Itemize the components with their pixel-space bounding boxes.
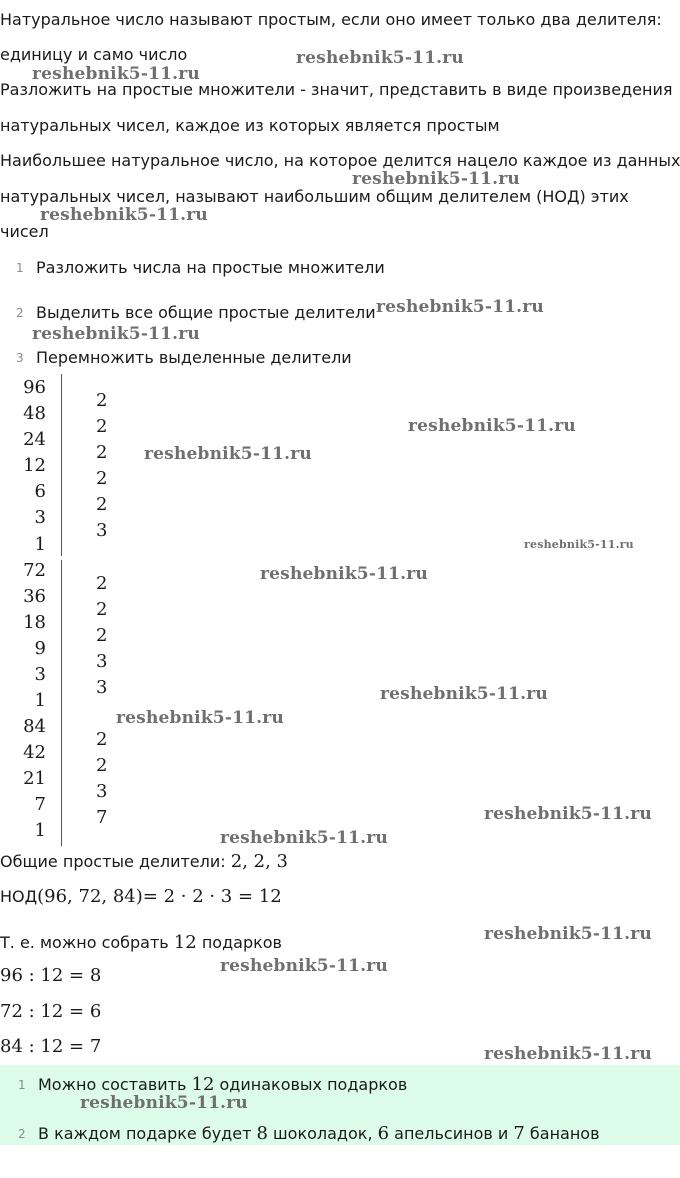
factor-dividend: 36 [23, 586, 46, 607]
division-bananas: 84 : 12 = 7 [0, 1036, 102, 1057]
factor-prime: 2 [96, 416, 108, 437]
factor-prime: 3 [96, 677, 108, 698]
factor-divider-line [61, 560, 62, 716]
watermark: reshebnik5-11.ru [144, 444, 312, 464]
theory-factor-line-1: Разложить на простые множители - значит, представить в виде произведения [0, 80, 673, 99]
factor-prime: 7 [96, 807, 108, 828]
factor-dividend: 24 [23, 429, 46, 450]
watermark: reshebnik5-11.ru [260, 564, 428, 584]
step-number: 1 [16, 261, 24, 275]
watermark: reshebnik5-11.ru [380, 684, 548, 704]
watermark: reshebnik5-11.ru [352, 169, 520, 189]
gcd-line [0, 887, 282, 907]
factor-dividend: 1 [34, 534, 46, 555]
watermark: reshebnik5-11.ru [32, 64, 200, 84]
answer-text-2: В каждом подарке будет 8 шоколадок, 6 апельсинов и 7 бананов [38, 1123, 600, 1144]
factor-prime: 2 [96, 573, 108, 594]
factor-dividend: 3 [34, 664, 46, 685]
watermark: reshebnik5-11.ru [116, 708, 284, 728]
answer-number: 2 [18, 1127, 26, 1141]
common-divisors-values: 2, 2, 3 [230, 851, 288, 872]
step-number: 2 [16, 306, 24, 320]
factor-prime: 2 [96, 625, 108, 646]
factor-dividend: 96 [23, 377, 46, 398]
factor-prime: 2 [96, 468, 108, 489]
watermark: reshebnik5-11.ru [408, 416, 576, 436]
watermark: reshebnik5-11.ru [32, 324, 200, 344]
watermark: reshebnik5-11.ru [220, 828, 388, 848]
watermark: reshebnik5-11.ru [484, 804, 652, 824]
theory-prime-line-1: Натуральное число называют простым, если оно имеет только два делителя: [0, 10, 662, 29]
division-chocolates: 96 : 12 = 8 [0, 965, 102, 986]
factor-prime: 3 [96, 520, 108, 541]
factor-prime: 3 [96, 651, 108, 672]
factor-dividend: 3 [34, 507, 46, 528]
factor-dividend: 48 [23, 403, 46, 424]
factor-dividend: 9 [34, 638, 46, 659]
factor-dividend: 7 [34, 794, 46, 815]
factor-prime: 2 [96, 729, 108, 750]
watermark: reshebnik5-11.ru [376, 297, 544, 317]
factor-prime: 2 [96, 599, 108, 620]
gcd-expression: (96, 72, 84)= 2 · 2 · 3 = 12 [37, 886, 282, 907]
watermark: reshebnik5-11.ru [484, 1044, 652, 1064]
step-text: Разложить числа на простые множители [36, 258, 385, 277]
factor-divider-line [61, 716, 62, 846]
factor-dividend: 84 [23, 716, 46, 737]
theory-gcd-line-2: натуральных чисел, называют наибольшим общим делителем (НОД) этих [0, 187, 629, 206]
gcd-label: НОД [0, 887, 38, 906]
factor-dividend: 72 [23, 560, 46, 581]
factor-prime: 2 [96, 442, 108, 463]
watermark: reshebnik5-11.ru [524, 538, 634, 551]
watermark: reshebnik5-11.ru [296, 48, 464, 68]
common-divisors-label: Общие простые делители: [0, 852, 231, 871]
factor-divider-line [61, 374, 62, 556]
watermark: reshebnik5-11.ru [40, 205, 208, 225]
watermark: reshebnik5-11.ru [80, 1093, 248, 1113]
gifts-line [0, 933, 282, 953]
gifts-prefix: Т. е. можно собрать [0, 933, 174, 952]
factor-prime: 2 [96, 755, 108, 776]
factor-prime: 2 [96, 494, 108, 515]
factor-dividend: 42 [23, 742, 46, 763]
theory-factor-line-2: натуральных чисел, каждое из которых является простым [0, 116, 500, 135]
factor-dividend: 21 [23, 768, 46, 789]
step-text: Перемножить выделенные делители [36, 348, 352, 367]
theory-gcd-line-3: чисел [0, 222, 49, 241]
factor-dividend: 12 [23, 455, 46, 476]
watermark: reshebnik5-11.ru [220, 956, 388, 976]
theory-gcd-line-1: Наибольшее натуральное число, на которое делится нацело каждое из данных [0, 151, 680, 170]
factor-dividend: 1 [34, 690, 46, 711]
step-number: 3 [16, 351, 24, 365]
watermark: reshebnik5-11.ru [484, 924, 652, 944]
theory-prime-line-2: единицу и само число [0, 45, 188, 64]
gifts-suffix: подарков [196, 933, 282, 952]
step-text: Выделить все общие простые делители [36, 303, 376, 322]
common-divisors-line [0, 852, 288, 872]
factor-dividend: 1 [34, 820, 46, 841]
factor-prime: 2 [96, 390, 108, 411]
answer-number: 1 [18, 1078, 26, 1092]
answer-text-1: Можно составить 12 одинаковых подарков [38, 1074, 408, 1095]
division-oranges: 72 : 12 = 6 [0, 1001, 102, 1022]
factor-dividend: 6 [34, 481, 46, 502]
factor-prime: 3 [96, 781, 108, 802]
gifts-number: 12 [173, 932, 197, 953]
factor-dividend: 18 [23, 612, 46, 633]
